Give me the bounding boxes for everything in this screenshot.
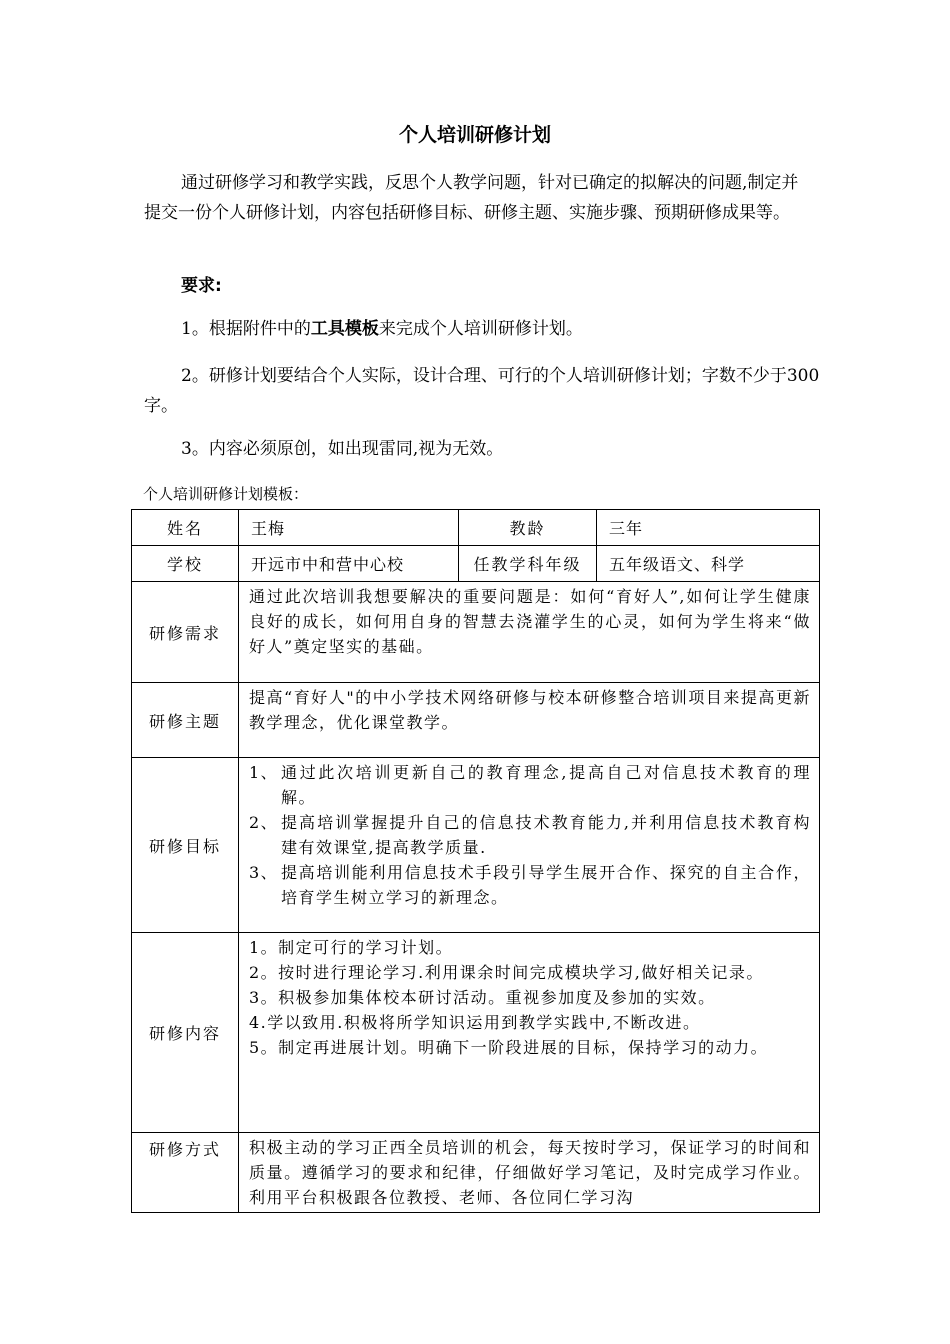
table-row [132, 1133, 820, 1213]
intro-paragraph: 通过研修学习和教学实践，反思个人教学问题，针对已确定的拟解决的问题,制定并提交一份个人研修计划，内容包括研修目标、研修主题、实施步骤、预期研修成果等。 [144, 173, 799, 223]
school-value: 开远市中和营中心校 [239, 546, 459, 582]
theme-text: 提高“育好人"的中小学技术网络研修与校本研修整合培训项目来提高更新教学理念，优化课堂教学。 [239, 683, 820, 758]
method-label: 研修方式 [132, 1133, 239, 1213]
list-item [249, 860, 811, 910]
content-cell [239, 933, 820, 1133]
goal-number: 2、 [249, 813, 279, 832]
training-plan-table [131, 509, 820, 1213]
template-caption: 个人培训研修计划模板： [143, 485, 309, 503]
table-row [132, 683, 820, 758]
goal-number: 3、 [249, 863, 279, 882]
needs-text: 通过此次培训我想要解决的重要问题是：如何“育好人”,如何让学生健康良好的成长，如何用自身的智慧去浇灌学生的心灵，如何为学生将来“做好人”奠定坚实的基础。 [239, 582, 820, 683]
goals-list [249, 760, 811, 910]
requirement-1-prefix: 1。根据附件中的 [181, 319, 311, 339]
requirements-heading: 要求: [181, 276, 222, 296]
goal-text: 提高培训能利用信息技术手段引导学生展开合作、探究的自主合作，培育学生树立学习的新理念。 [281, 863, 811, 907]
list-item: 3。积极参加集体校本研讨活动。重视参加度及参加的实效。 [249, 988, 716, 1007]
goal-text: 通过此次培训更新自己的教育理念,提高自己对信息技术教育的理解。 [281, 763, 811, 807]
list-item [249, 760, 811, 810]
requirement-2: 2。研修计划要结合个人实际，设计合理、可行的个人培训研修计划；字数不少于300字。 [144, 366, 820, 416]
goal-text: 提高培训掌握提升自己的信息技术教育能力,并利用信息技术教育构建有效课堂,提高教学质量. [281, 813, 811, 857]
requirement-3: 3。内容必须原创，如出现雷同,视为无效。 [181, 439, 504, 459]
school-label: 学校 [132, 546, 239, 582]
needs-label: 研修需求 [132, 582, 239, 683]
years-label: 教龄 [459, 510, 597, 546]
table-row [132, 546, 820, 582]
years-value: 三年 [597, 510, 820, 546]
theme-label: 研修主题 [132, 683, 239, 758]
subject-label: 任教学科年级 [459, 546, 597, 582]
list-item: 4.学以致用.积极将所学知识运用到教学实践中,不断改进。 [249, 1013, 701, 1032]
goals-cell [239, 758, 820, 933]
tool-template-bold: 工具模板 [310, 319, 379, 339]
name-label: 姓名 [132, 510, 239, 546]
list-item: 1。制定可行的学习计划。 [249, 938, 454, 957]
goals-label: 研修目标 [132, 758, 239, 933]
name-value: 王梅 [239, 510, 459, 546]
document-title: 个人培训研修计划 [398, 124, 551, 146]
table-row [132, 933, 820, 1133]
method-text: 积极主动的学习正西全员培训的机会，每天按时学习，保证学习的时间和质量。遵循学习的要求和纪律，仔细做好学习笔记，及时完成学习作业。利用平台积极跟各位教授、老师、各位同仁学习沟 [239, 1133, 820, 1213]
subject-value: 五年级语文、科学 [597, 546, 820, 582]
content-label: 研修内容 [132, 933, 239, 1133]
table-row [132, 582, 820, 683]
list-item [249, 810, 811, 860]
requirement-1 [181, 315, 821, 345]
list-item: 2。按时进行理论学习.利用课余时间完成模块学习,做好相关记录。 [249, 963, 764, 982]
table-row [132, 758, 820, 933]
list-item: 5。制定再进展计划。明确下一阶段进展的目标，保持学习的动力。 [249, 1038, 769, 1057]
requirement-1-suffix: 来完成个人培训研修计划。 [378, 319, 583, 339]
goal-number: 1、 [249, 763, 279, 782]
table-row [132, 510, 820, 546]
